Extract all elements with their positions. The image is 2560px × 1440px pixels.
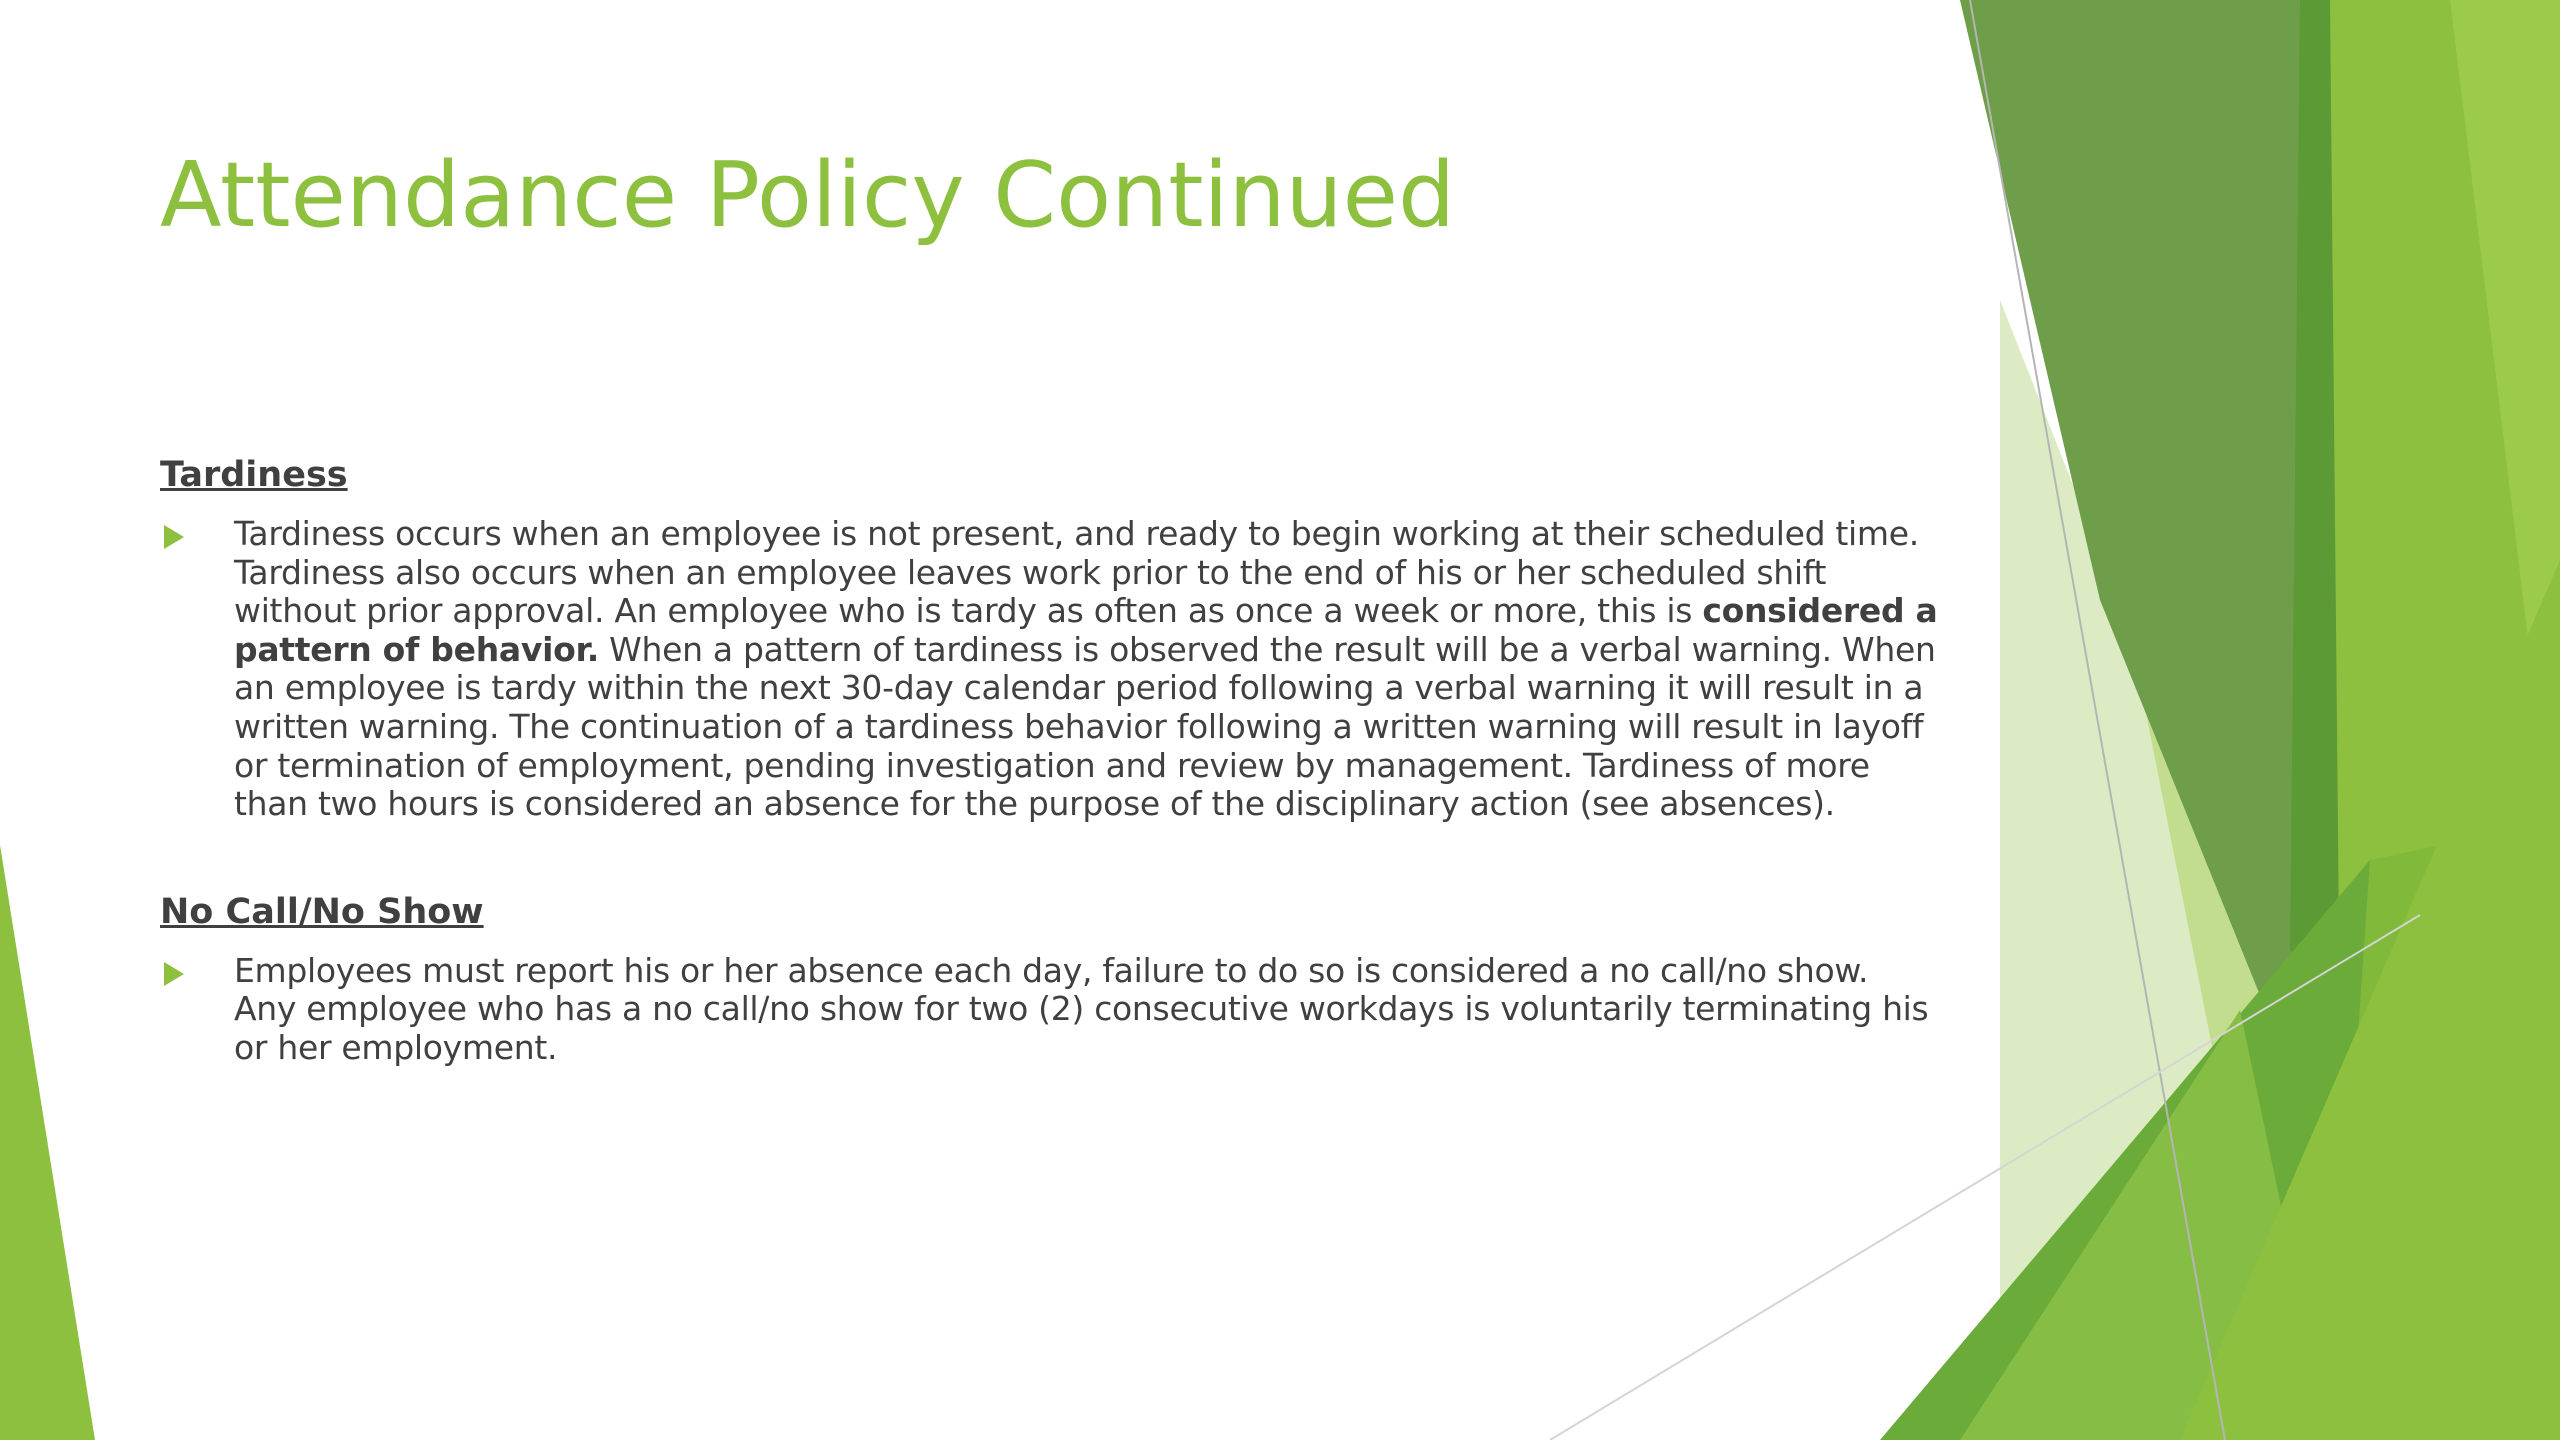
section-no-call-no-show [160, 890, 1940, 1068]
section-heading-no-call-no-show: No Call/No Show [160, 891, 484, 932]
slide-content [160, 453, 1940, 1068]
left-accent-shape [0, 845, 95, 1440]
section-heading-tardiness: Tardiness [160, 455, 348, 495]
triangle-bullet-icon [164, 525, 184, 549]
no-call-no-show-paragraph: Employees must report his or her absence each day, failure to do so is considered a no call/no show. Any employee who has a no call/no show for two (2) consecutive workdays is voluntarily terminating his or her employment. [234, 950, 1929, 1067]
tardiness-text-part-2: When a pattern of tardiness is observed the result will be a verbal warning. When an employee is tardy within the next 30-day calendar period following a verbal warning it will result in a written warning. The continuation of a tardiness behavior following a written warning will result in layoff or termination of employment, pending investigation and review by management. Tardiness of more than two hours is considered an absence for the purpose of the disciplinary action (see absences). [234, 629, 1936, 824]
section-spacer [160, 824, 1940, 890]
triangle-bullet-icon [164, 962, 184, 986]
tardiness-text-part-1: Tardiness occurs when an employee is not present, and ready to begin working at their scheduled time. Tardiness also occurs when an employee leaves work prior to the end of his or her scheduled shift without prior approval. An employee who is tardy as often as once a week or more, this is [234, 514, 1919, 631]
bullet-item-no-call-no-show [160, 952, 1940, 1068]
section-tardiness [160, 453, 1940, 824]
tardiness-bold-phrase: considered a pattern of behavior. [234, 591, 1938, 669]
slide-title: Attendance Policy Continued [160, 143, 1456, 248]
tardiness-paragraph [234, 515, 1940, 824]
bullet-item-tardiness [160, 515, 1940, 824]
